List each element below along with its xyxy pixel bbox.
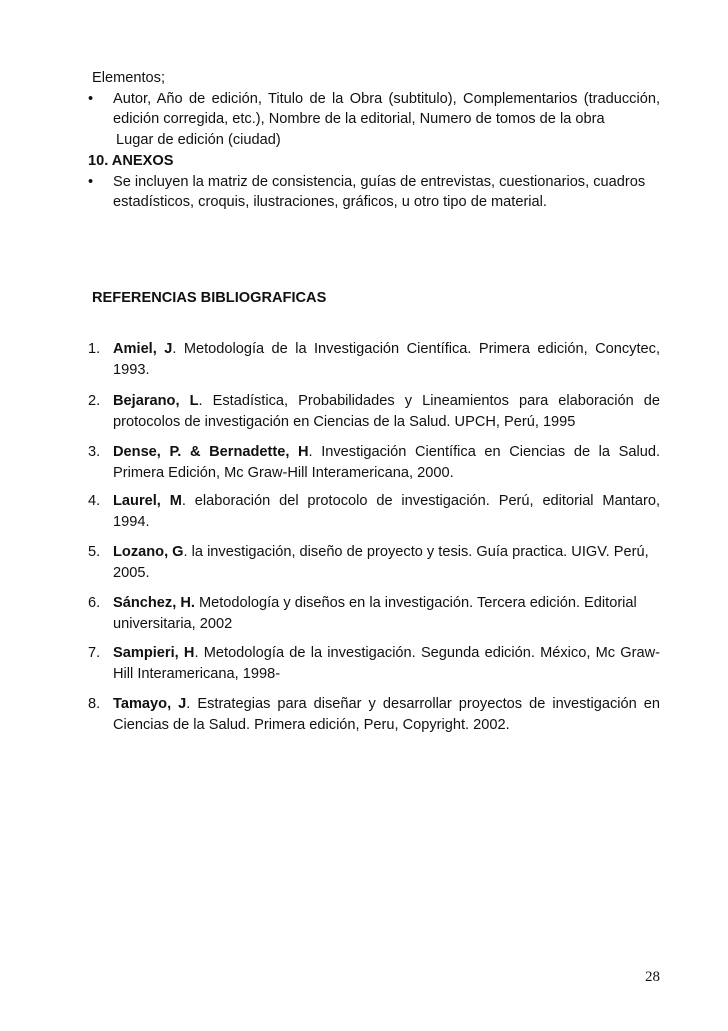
reference-text: . elaboración del protocolo de investigación. Perú, editorial Mantaro, (181, 493, 660, 509)
reference-item (88, 542, 660, 583)
reference-number: 2. (88, 393, 101, 409)
elementos-heading: Elementos; (92, 70, 166, 86)
reference-line1 (113, 542, 660, 563)
elementos-item-line1: Autor, Año de edición, Titulo de la Obra (subtitulo), Complementarios (traducción, (113, 90, 660, 107)
reference-line1 (113, 339, 660, 360)
reference-text: . Metodología de la Investigación Científica. Primera edición, Concytec, (172, 341, 660, 357)
references-heading: REFERENCIAS BIBLIOGRAFICAS (92, 290, 327, 306)
reference-text: . Estadística, Probabilidades y Lineamientos para elaboración de (198, 393, 661, 409)
reference-number: 5. (88, 544, 101, 560)
elementos-bullet-item (88, 89, 660, 151)
reference-author: Bejarano, L (113, 393, 199, 409)
reference-number: 6. (88, 595, 101, 611)
reference-line1 (113, 491, 660, 512)
reference-line2: universitaria, 2002 (113, 615, 233, 632)
anexos-item-line1: Se incluyen la matriz de consistencia, guías de entrevistas, cuestionarios, cuadros (113, 173, 646, 190)
reference-line1 (113, 593, 660, 614)
reference-line2: Ciencias de la Salud. Primera edición, Peru, Copyright. 2002. (113, 716, 510, 733)
reference-item (88, 593, 660, 634)
reference-text: . Estrategias para diseñar y desarrollar proyectos de investigación en (186, 696, 660, 712)
reference-item (88, 442, 660, 483)
reference-author: Sánchez, H. (113, 595, 195, 611)
reference-text: . Metodología de la investigación. Segunda edición. México, Mc Graw- (194, 645, 660, 661)
reference-line1 (113, 442, 660, 463)
anexos-section (88, 151, 660, 213)
reference-line2: Hill Interamericana, 1998- (113, 665, 281, 682)
reference-author: Dense, P. & Bernadette, H (113, 444, 309, 460)
reference-text: . Investigación Científica en Ciencias de la Salud. (308, 444, 660, 460)
reference-line2: 1993. (113, 361, 150, 378)
elementos-item-line2: edición corregida, etc.), Nombre de la editorial, Numero de tomos de la obra (113, 111, 605, 127)
reference-line1 (113, 694, 660, 715)
reference-number: 1. (88, 341, 101, 357)
references-section (88, 288, 660, 309)
page-number: 28 (645, 969, 660, 985)
reference-text: . la investigación, diseño de proyecto y tesis. Guía practica. UIGV. Perú, (183, 544, 649, 560)
reference-item (88, 391, 660, 432)
anexos-heading: 10. ANEXOS (88, 153, 174, 169)
reference-author: Tamayo, J (113, 696, 187, 712)
bullet-icon: • (88, 173, 94, 190)
reference-line2: 2005. (113, 564, 150, 581)
reference-author: Amiel, J (113, 341, 173, 357)
reference-line1 (113, 643, 660, 664)
reference-item (88, 694, 660, 735)
anexos-item-line2: estadísticos, croquis, ilustraciones, gráficos, u otro tipo de material. (113, 194, 547, 210)
reference-line2: protocolos de investigación en Ciencias de la Salud. UPCH, Perú, 1995 (113, 413, 576, 430)
reference-line1 (113, 391, 660, 412)
reference-line2: 1994. (113, 513, 150, 530)
anexos-bullet-item (88, 172, 660, 213)
reference-line2: Primera Edición, Mc Graw-Hill Interamericana, 2000. (113, 464, 454, 481)
reference-number: 7. (88, 645, 101, 661)
elementos-item-line3: Lugar de edición (ciudad) (116, 131, 281, 148)
elementos-section (88, 68, 660, 150)
reference-text: Metodología y diseños en la investigación. Tercera edición. Editorial (194, 595, 637, 611)
reference-number: 4. (88, 493, 101, 509)
reference-author: Sampieri, H (113, 645, 195, 661)
reference-number: 8. (88, 696, 101, 712)
reference-item (88, 339, 660, 380)
bullet-icon: • (88, 90, 94, 107)
reference-author: Lozano, G (113, 544, 184, 560)
reference-author: Laurel, M (113, 493, 182, 509)
reference-number: 3. (88, 444, 101, 460)
reference-item (88, 491, 660, 532)
reference-item (88, 643, 660, 684)
